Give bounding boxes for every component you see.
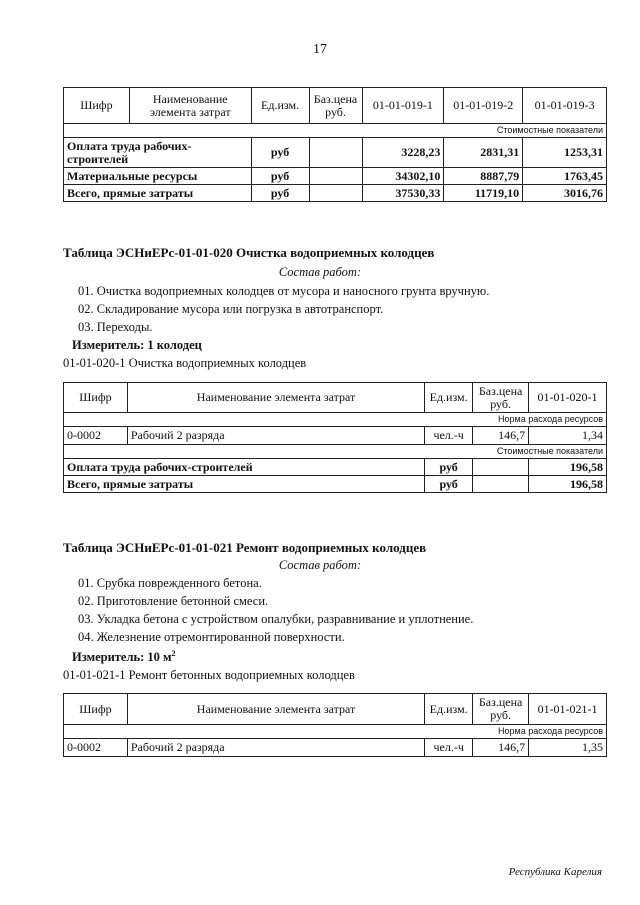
section-label: Стоимостные показатели xyxy=(64,124,607,138)
row-total-name: Всего, прямые затраты xyxy=(64,185,252,202)
header-name: Наименование элемента затрат xyxy=(127,694,424,725)
header-col-3: 01-01-019-3 xyxy=(523,88,607,124)
header-col-1: 01-01-019-1 xyxy=(362,88,444,124)
section-021-item-2: 02. Приготовление бетонной смеси. xyxy=(78,594,269,608)
section-020-subtitle: Состав работ: xyxy=(278,265,362,279)
row-total-v3: 3016,76 xyxy=(523,185,607,202)
norm-label: Норма расхода ресурсов xyxy=(64,725,607,739)
header-price: Баз.цена руб. xyxy=(473,383,529,413)
resource-price: 146,7 xyxy=(473,427,529,445)
header-name: Наименование элемента затрат xyxy=(129,88,251,124)
section-021-item-1: 01. Срубка поврежденного бетона. xyxy=(78,576,262,590)
row-materials-v2: 8887,79 xyxy=(444,168,523,185)
section-020-item-2: 02. Складирование мусора или погрузка в автотранспорт. xyxy=(78,302,384,316)
header-code: Шифр xyxy=(64,694,128,725)
total-direct-name: Всего, прямые затраты xyxy=(64,476,425,493)
row-labor-v2: 2831,31 xyxy=(444,138,523,168)
row-labor-v3: 1253,31 xyxy=(523,138,607,168)
total-labor-value: 196,58 xyxy=(529,459,607,476)
section-021-title: Таблица ЭСНиЕРс-01-01-021 Ремонт водоприемных колодцев xyxy=(63,540,427,555)
header-unit: Ед.изм. xyxy=(251,88,309,124)
resource-code: 0-0002 xyxy=(64,739,128,757)
resource-unit: чел.-ч xyxy=(425,739,473,757)
norm-label: Норма расхода ресурсов xyxy=(64,413,607,427)
row-total-v2: 11719,10 xyxy=(444,185,523,202)
row-materials-v3: 1763,45 xyxy=(523,168,607,185)
section-020-item-3: 03. Переходы. xyxy=(78,320,153,334)
section-020-code-line: 01-01-020-1 Очистка водоприемных колодцев xyxy=(63,356,307,370)
section-020-title: Таблица ЭСНиЕРс-01-01-020 Очистка водоприемных колодцев xyxy=(63,245,435,260)
row-labor-name: Оплата труда рабочих-строителей xyxy=(64,138,252,168)
section-021-code-line: 01-01-021-1 Ремонт бетонных водоприемных колодцев xyxy=(63,668,355,682)
row-labor-unit: руб xyxy=(251,138,309,168)
section-021-subtitle: Состав работ: xyxy=(278,558,362,572)
header-col-1: 01-01-021-1 xyxy=(529,694,607,725)
row-materials-v1: 34302,10 xyxy=(362,168,444,185)
header-price: Баз.цена руб. xyxy=(309,88,362,124)
cost-table-019 xyxy=(63,87,607,202)
total-labor-name: Оплата труда рабочих-строителей xyxy=(64,459,425,476)
resource-value: 1,35 xyxy=(529,739,607,757)
section-021-item-4: 04. Железнение отремонтированной поверхности. xyxy=(78,630,345,644)
resource-code: 0-0002 xyxy=(64,427,128,445)
header-price: Баз.цена руб. xyxy=(473,694,529,725)
cost-label: Стоимостные показатели xyxy=(64,445,607,459)
total-labor-unit: руб xyxy=(425,459,473,476)
row-total-v1: 37530,33 xyxy=(362,185,444,202)
resource-value: 1,34 xyxy=(529,427,607,445)
section-020-item-1: 01. Очистка водоприемных колодцев от мусора и наносного грунта вручную. xyxy=(78,284,490,298)
resource-table-021 xyxy=(63,693,607,757)
footer-region: Республика Карелия xyxy=(508,866,602,878)
resource-unit: чел.-ч xyxy=(425,427,473,445)
row-materials-unit: руб xyxy=(251,168,309,185)
header-unit: Ед.изм. xyxy=(425,694,473,725)
resource-name: Рабочий 2 разряда xyxy=(127,427,424,445)
header-col-1: 01-01-020-1 xyxy=(529,383,607,413)
total-direct-value: 196,58 xyxy=(529,476,607,493)
row-labor-v1: 3228,23 xyxy=(362,138,444,168)
header-name: Наименование элемента затрат xyxy=(127,383,424,413)
measure-text: Измеритель: 10 м xyxy=(72,650,172,665)
header-col-2: 01-01-019-2 xyxy=(444,88,523,124)
resource-name: Рабочий 2 разряда xyxy=(127,739,424,757)
section-020-measure: Измеритель: 1 колодец xyxy=(72,338,202,352)
section-021-item-3: 03. Укладка бетона с устройством опалубки, разравнивание и уплотнение. xyxy=(78,612,474,626)
resource-price: 146,7 xyxy=(473,739,529,757)
section-021-measure xyxy=(72,649,176,665)
total-direct-unit: руб xyxy=(425,476,473,493)
header-code: Шифр xyxy=(64,383,128,413)
header-code: Шифр xyxy=(64,88,130,124)
page-number: 17 xyxy=(313,42,327,57)
resource-table-020 xyxy=(63,382,607,493)
row-materials-name: Материальные ресурсы xyxy=(64,168,252,185)
row-total-unit: руб xyxy=(251,185,309,202)
header-unit: Ед.изм. xyxy=(425,383,473,413)
measure-sup: 2 xyxy=(171,649,176,658)
